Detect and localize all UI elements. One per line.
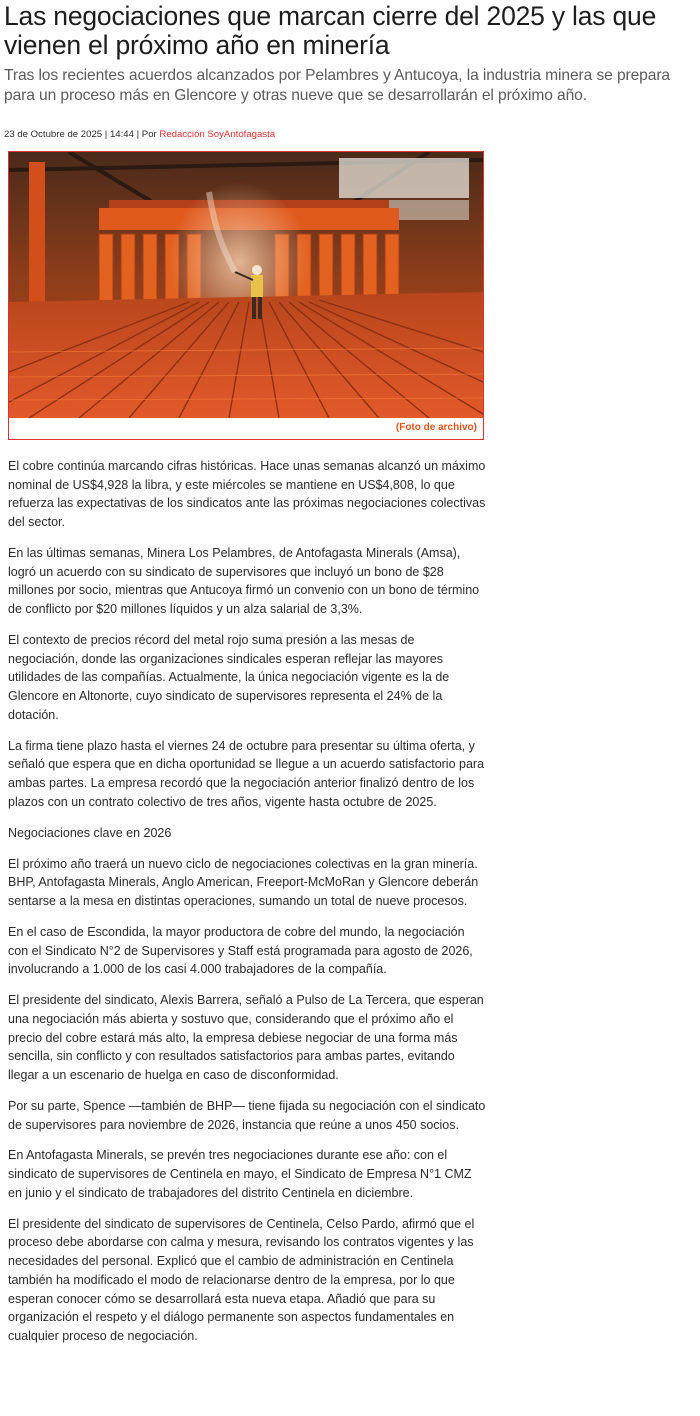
article-paragraph: El presidente del sindicato de supervisores de Centinela, Celso Pardo, afirmó que el proceso debe abordarse con calma y mesura, revisando los contratos vigentes y las necesidades del personal. Explicó que el cambio de administración en Centinela también ha modificado el modo de relacionarse dentro de la empresa, por lo que esperan conocer cómo se desarrollará esta nueva etapa. Añadió que para su organización el respeto y el diálogo permanente son aspectos fundamentales en cualquier proceso de negociación.	[8, 1216, 475, 1343]
article-paragraph: En el caso de Escondida, la mayor productora de cobre del mundo, la negociación con el Sindicato N°2 de Supervisores y Staff está programada para agosto de 2026, involucrando a 1.000 de los casi 4.000 trabajadores de la compañía.	[8, 924, 473, 977]
article-paragraph: Por su parte, Spence —también de BHP— tiene fijada su negociación con el sindicato de supervisores para noviembre de 2026, instancia que reúne a unos 450 socios.	[8, 1098, 486, 1132]
article-paragraph: El cobre continúa marcando cifras históricas. Hace unas semanas alcanzó un máximo nominal de US$4,928 la libra, y este miércoles se mantiene en US$4,808, lo que refuerza las expectativas de los sindicatos ante las próximas negociaciones colectivas del sector.	[8, 459, 486, 530]
copper-cathodes-photo	[9, 152, 483, 418]
article-subhead: Tras los recientes acuerdos alcanzados por Pelambres y Antucoya, la industria minera se prepara para un proceso más en Glencore y otras nueve que se desarrollarán el próximo año.	[4, 67, 670, 104]
article-figure	[8, 151, 484, 440]
section-subheading: Negociaciones clave en 2026	[8, 825, 172, 840]
article-headline: Las negociaciones que marcan cierre del 2025 y las que vienen el próximo año en minería	[4, 1, 657, 60]
article-paragraph: La firma tiene plazo hasta el viernes 24 de octubre para presentar su última oferta, y señaló que espera que en dicha oportunidad se llegue a un acuerdo satisfactorio para ambas partes. La empresa recordó que la negociación anterior finalizó dentro de los plazos con un contrato colectivo de tres años, vigente hasta octubre de 2025.	[8, 738, 485, 809]
article-date: 23 de Octubre de 2025 | 14:44 | Por	[4, 129, 160, 140]
author-link[interactable]: Redacción SoyAntofagasta	[159, 129, 276, 140]
article-paragraph: En Antofagasta Minerals, se prevén tres negociaciones durante ese año: con el sindicato de supervisores de Centinela en mayo, el Sindicato de Empresa N°1 CMZ en junio y el sindicato de trabajadores del distrito Centinela en diciembre.	[8, 1148, 472, 1200]
article-meta	[4, 129, 275, 140]
photo-caption: (Foto de archivo)	[395, 422, 477, 433]
article-paragraph: El contexto de precios récord del metal rojo suma presión a las mesas de negociación, donde las organizaciones sindicales esperan reflejar las mayores utilidades de las compañías. Actualmente, la única negociación vigente es la de Glencore en Altonorte, cuyo sindicato de supervisores representa el 24% de la dotación.	[8, 633, 450, 722]
article-paragraph: En las últimas semanas, Minera Los Pelambres, de Antofagasta Minerals (Amsa), logró un acuerdo con su sindicato de supervisores que incluyó un bono de $28 millones por socio, mientras que Antucoya firmó un convenio con un bono de término de conflicto por $20 millones líquidos y un alza salarial de 3,3%.	[8, 546, 480, 617]
article-paragraph: El presidente del sindicato, Alexis Barrera, señaló a Pulso de La Tercera, que esperan una negociación más abierta y sostuvo que, considerando que el próximo año el precio del cobre estará más alto, la empresa debiese negociar de una forma más sencilla, sin conflicto y con resultados satisfactorios para ambas partes, evitando llegar a un escenario de huelga en caso de disconformidad.	[8, 993, 484, 1082]
article-body	[8, 457, 486, 1358]
article-paragraph: El próximo año traerá un nuevo ciclo de negociaciones colectivas en la gran minería. BHP, Antofagasta Minerals, Anglo American, Freeport-McMoRan y Glencore deberán sentarse a la mesa en distintas operaciones, sumando un total de nueve procesos.	[8, 856, 479, 908]
